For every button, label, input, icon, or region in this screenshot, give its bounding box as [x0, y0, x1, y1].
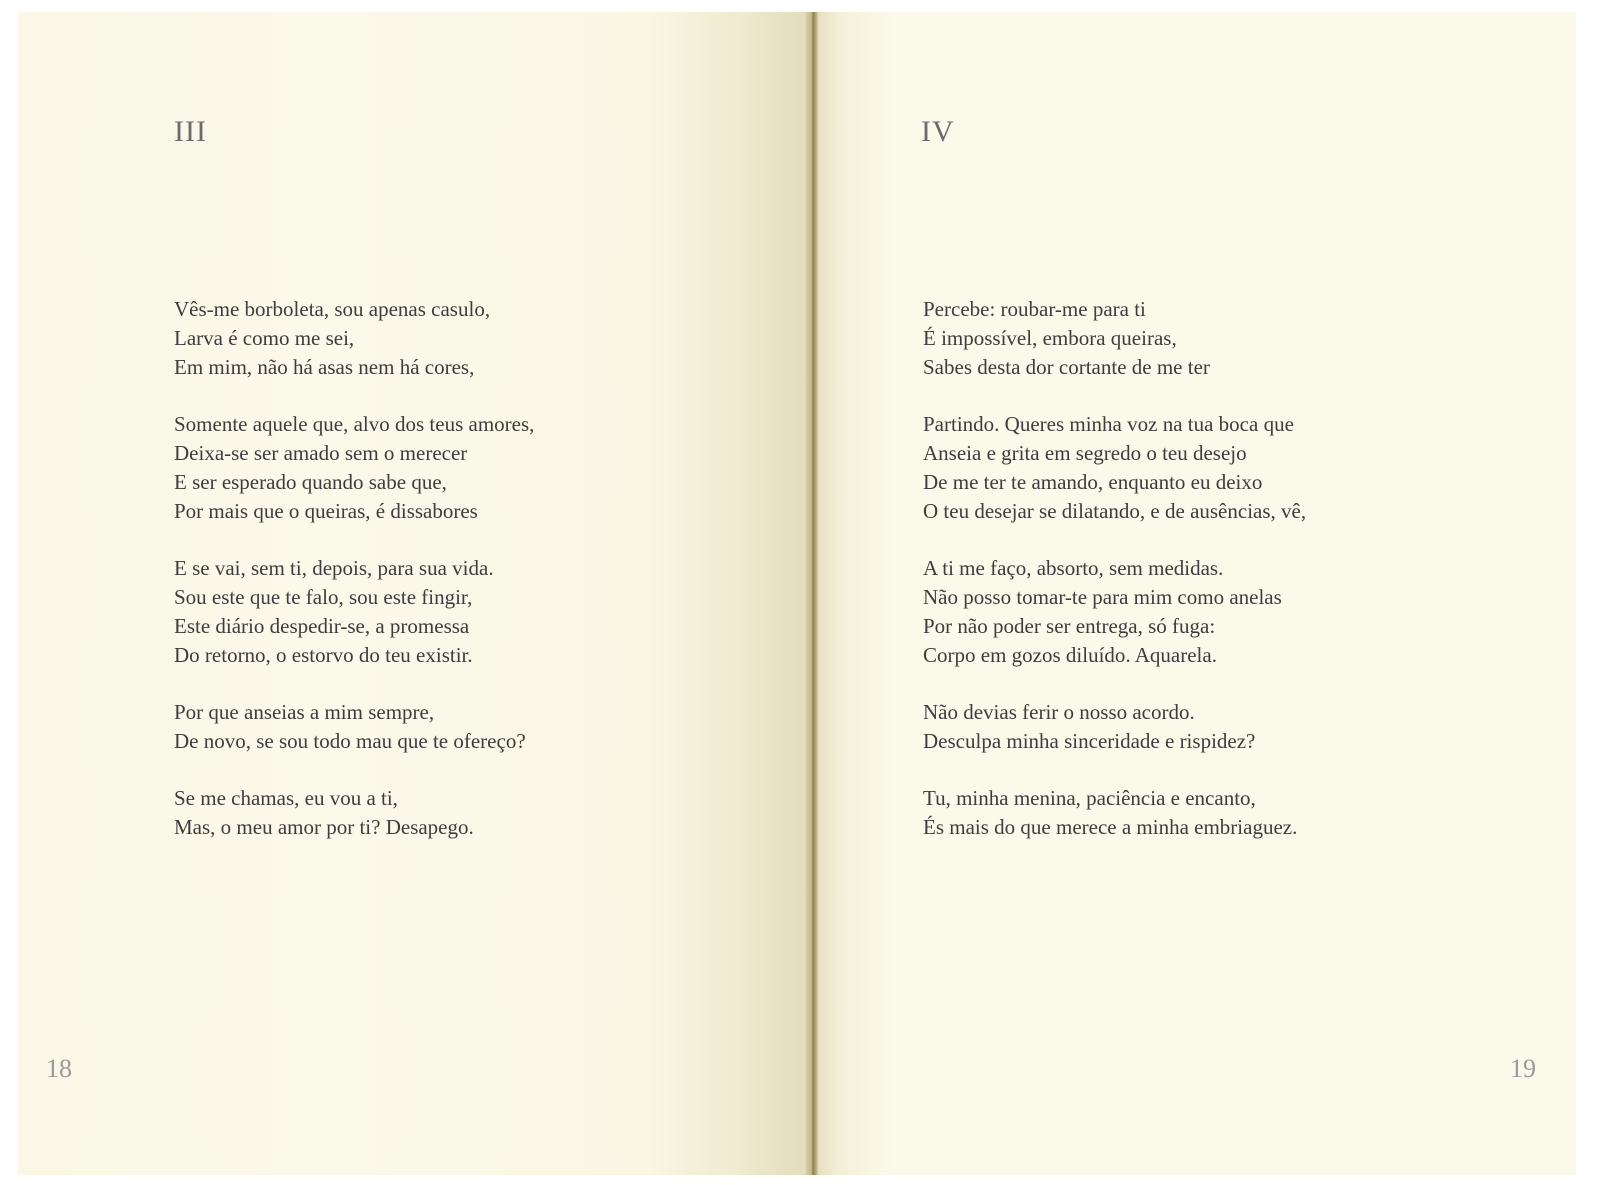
- poem-line: Se me chamas, eu vou a ti,: [174, 786, 398, 810]
- stanza: [923, 784, 1306, 842]
- poem-line: Somente aquele que, alvo dos teus amores,: [174, 412, 535, 436]
- poem-line: Este diário despedir-se, a promessa: [174, 614, 470, 638]
- poem-line: A ti me faço, absorto, sem medidas.: [923, 556, 1224, 580]
- left-page: [18, 12, 806, 1175]
- poem-line: O teu desejar se dilatando, e de ausências, vê,: [923, 499, 1307, 523]
- poem-line: És mais do que merece a minha embriaguez.: [923, 815, 1298, 839]
- poem-line: É impossível, embora queiras,: [923, 326, 1177, 350]
- stanza: [923, 698, 1306, 756]
- poem-line: E ser esperado quando sabe que,: [174, 470, 447, 494]
- poem-line: De novo, se sou todo mau que te ofereço?: [174, 729, 526, 753]
- poem-line: Larva é como me sei,: [174, 326, 355, 350]
- stanza: [923, 410, 1306, 526]
- stanza: [174, 698, 534, 756]
- book-gutter: [806, 12, 818, 1175]
- poem-line: Não devias ferir o nosso acordo.: [923, 700, 1195, 724]
- stanza: [174, 554, 534, 670]
- stanza: [174, 410, 534, 526]
- poem-line: Por não poder ser entrega, só fuga:: [923, 614, 1216, 638]
- poem-line: Por que anseias a mim sempre,: [174, 700, 435, 724]
- poem-line: Partindo. Queres minha voz na tua boca que: [923, 412, 1294, 436]
- poem-line: Sou este que te falo, sou este fingir,: [174, 585, 473, 609]
- stanza: [174, 784, 534, 842]
- poem-line: Não posso tomar-te para mim como anelas: [923, 585, 1282, 609]
- poem-line: Desculpa minha sinceridade e rispidez?: [923, 729, 1256, 753]
- poem-line: Mas, o meu amor por ti? Desapego.: [174, 815, 474, 839]
- poem-line: Do retorno, o estorvo do teu existir.: [174, 643, 473, 667]
- stanza: [923, 295, 1306, 382]
- page-number: 19: [1510, 1054, 1536, 1083]
- book-spread: [18, 12, 1576, 1175]
- poem-line: Por mais que o queiras, é dissabores: [174, 499, 478, 523]
- poem-body: [923, 295, 1306, 870]
- poem-line: Corpo em gozos diluído. Aquarela.: [923, 643, 1217, 667]
- poem-line: Anseia e grita em segredo o teu desejo: [923, 441, 1247, 465]
- poem-line: Deixa-se ser amado sem o merecer: [174, 441, 468, 465]
- poem-line: Percebe: roubar-me para ti: [923, 297, 1146, 321]
- right-page: [818, 12, 1576, 1175]
- poem-numeral: IV: [921, 115, 955, 148]
- poem-line: Tu, minha menina, paciência e encanto,: [923, 786, 1256, 810]
- poem-line: De me ter te amando, enquanto eu deixo: [923, 470, 1263, 494]
- poem-line: Sabes desta dor cortante de me ter: [923, 355, 1210, 379]
- poem-line: E se vai, sem ti, depois, para sua vida.: [174, 556, 494, 580]
- poem-numeral: III: [174, 115, 207, 148]
- page-number: 18: [46, 1054, 72, 1083]
- poem-line: Vês-me borboleta, sou apenas casulo,: [174, 297, 491, 321]
- stanza: [174, 295, 534, 382]
- stanza: [923, 554, 1306, 670]
- poem-body: [174, 295, 534, 870]
- poem-line: Em mim, não há asas nem há cores,: [174, 355, 475, 379]
